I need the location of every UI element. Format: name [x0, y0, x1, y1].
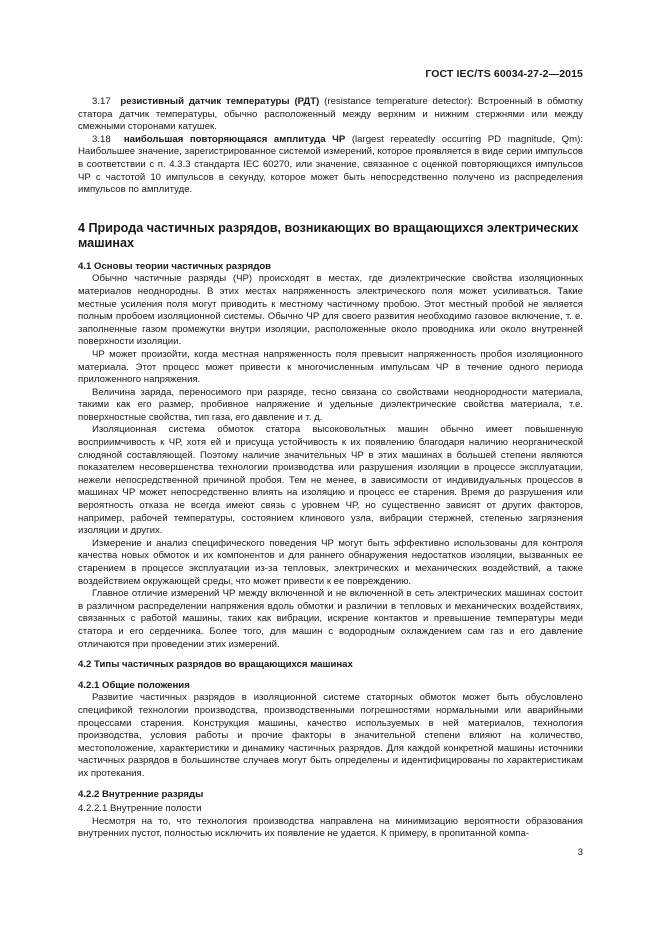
paragraph: Измерение и анализ специфического поведения ЧР могут быть эффективно использованы для контроля качества новых обмоток и их компонентов и для раннего обнаружения недостатков изоляции, вызванных ее старением в процессе эксплуатации из-за тепловых, электрических и механических воздействий, а также воздействием окружающей среды, что может привести к ее повреждению.	[78, 537, 583, 587]
paragraph: Главное отличие измерений ЧР между включенной и не включенной в сеть электрических машинах состоит в различном распределении напряжения вдоль обмотки и различии в тепловых и механических воздействиях, связанных с работой машины, таких как вибрации, искрение контактов и превышение температуры меди статора и его сердечника. Более того, для машин с водородным охлаждением сам газ и его давление отличаются при проведении этих измерений.	[78, 588, 583, 650]
section-4-1-heading: 4.1 Основы теории частичных разрядов	[78, 260, 272, 272]
page-number: 3	[577, 847, 583, 858]
section-4-2-1-heading: 4.2.1 Общие положения	[78, 679, 190, 691]
section-4-title: 4 Природа частичных разрядов, возникающих во вращающихся электрических машинах	[78, 220, 579, 250]
paragraph: ЧР может произойти, когда местная напряженность поля превысит напряженность пробоя изоляционного материала. Этот процесс может привести к многочисленным импульсам ЧР в течение одного периода приложенного напряжения.	[78, 348, 583, 386]
document-body	[78, 96, 583, 841]
section-4-2-2-1-heading: 4.2.2.1 Внутренние полости	[78, 803, 202, 815]
paragraph: Величина заряда, переносимого при разряде, тесно связана со свойствами неоднородности материала, такими как его размер, пробивное напряжение и удельные диэлектрические свойства материала, т.е. поверхностные свойства, тип газа, его давление и т. д.	[78, 386, 583, 423]
paragraph: Изоляционная система обмоток статора высоковольтных машин обычно имеет повышенную восприимчивость к ЧР, хотя ей и присуща устойчивость к их появлению благодаря наличию неорганической слюдяной составляющей. Поэтому наличие значительных ЧР в этих машинах в большей степени являются показателем несовершенства технологии производства или разрушения изоляции в процессе эксплуатации, нежели непосредственной причиной пробоя. Тем не менее, в зависимости от индивидуальных процессов в машинах ЧР может непосредственно влиять на изоляцию и процесс ее старения. Время до разрушения или вероятность отказа не всегда имеют связь с уровнем ЧР, но существенно зависят от других факторов, например, рабочей температуры, состоянием клинового узла, вибрации стержней, степенью загрязнения изоляции и других.	[78, 424, 583, 537]
section-4-2-2-heading: 4.2.2 Внутренние разряды	[78, 788, 204, 800]
paragraph: Несмотря на то, что технология производства направлена на минимизацию вероятности образования внутренних пустот, полностью исключить их появление не удается. К примеру, в пропитанной компа-	[78, 815, 583, 840]
definition-3-18: 3.18 наибольшая повторяющаяся амплитуда ЧР (largest repeatedly occurring PD magnitude, Qm): Наибольшее значение, зарегистрированное системой измерений, которое проявляется в виде серии импульсов в соответствии с п. 4.3.3 стандарта IEC 60270, или значение, связанное с оценкой повторяющихся импульсов ЧР с частотой 10 импульсов в секунду, которое может быть непосредственно получено из распределения импульсов по амплитуде.	[78, 133, 583, 196]
definition-3-17: 3.17 резистивный датчик температуры (РДТ) (resistance temperature detector): Встроенный в обмотку статора датчик температуры, обычно расположенный между верхним и нижним стержнями или между смежными сторонами катушек.	[78, 96, 583, 133]
paragraph: Развитие частичных разрядов в изоляционной системе статорных обмоток может быть обусловлено спецификой технологии производства, производственными погрешностями нормальными или аварийными процессами старения. Конструкция машины, качество используемых в ней материалов, технология производства, условия работы и прочие факторы в значительной степени влияют на количество, местоположение, характеристики и динамику частичных разрядов. Для каждой конкретной машины источники частичных разрядов в большинстве случаев могут быть определены и идентифицированы по характеристикам их протекания.	[78, 692, 583, 779]
definition-term: наибольшая повторяющаяся амплитуда ЧР	[123, 133, 346, 145]
standard-header: ГОСТ IEC/TS 60034-27-2—2015	[425, 68, 583, 80]
definition-term: резистивный датчик температуры (РДТ)	[120, 96, 320, 107]
paragraph: Обычно частичные разряды (ЧР) происходят в местах, где диэлектрические свойства изоляционных материалов неоднородны. В этих местах напряженность электрического поля может усиливаться. Такие местные усиления поля могут приводить к местному частичному пробою. Этот местный пробой не является полным пробоем изоляционной системы. Обычно ЧР для своего развития необходимо газовое включение, т. е. заполненные газом промежутки внутри изоляции, расположенные около проводника или около внутренней поверхности изоляции.	[78, 273, 583, 348]
section-4-2-heading: 4.2 Типы частичных разрядов во вращающихся машинах	[78, 659, 353, 671]
